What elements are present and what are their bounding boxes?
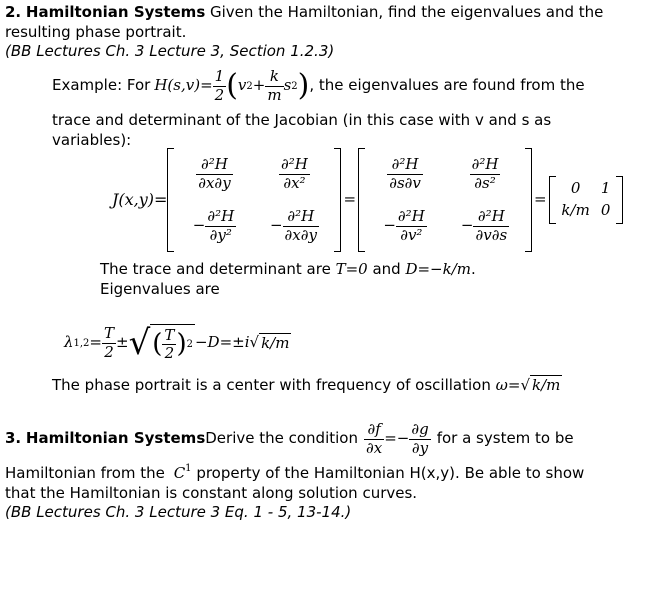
hamiltonian-lhs: H(s,v)=: [154, 76, 213, 95]
problem-3-heading: 3. Hamiltonian Systems Derive the condition $\frac{\partial f}{\partial x}$ =− $\frac{\partial g}{\partial y}$ for a system to be: [5, 420, 574, 457]
trace-det-text: trace and determinant of the Jacobian (in this case with v and s as variables):: [52, 111, 552, 149]
problem-2-text: Given the Hamiltonian, find the eigenvalues and the: [205, 3, 604, 21]
eigenvalue-formula: λ 1,2 = $\frac{T}{2}$ ± √ ( $\frac{T}{2}$ ) 2 −D=±i √ k/m: [64, 323, 290, 363]
problem-2-text-cont: resulting phase portrait.: [5, 22, 187, 41]
problem-3-title: Hamiltonian Systems: [25, 429, 206, 448]
example-prefix: Example: For: [52, 76, 151, 95]
example-suffix: , the eigenvalues are found from the: [309, 76, 585, 95]
eigenvalues-label: Eigenvalues are: [100, 279, 220, 298]
matrix-result: 0 1 k/m 0: [549, 176, 623, 224]
jacobian-equation: J(x,y)= $\frac{\text{∂²H}}{\partial x\partial y}$ $\frac{\text{∂²H}}{\text{∂x²}}$ − $\frac{\text{∂²H}}{\text{∂y²}}$ − $\frac{\text{∂²H}}{\partial x\partial y}$ = $\frac{\text{∂²H}}{\partial s\partial v}$ $\frac{\text{∂²H}}{\text{∂s²}}$ − $\frac{\text{∂²H}}{\text{∂v²}}$ − $\frac{\text{∂²H}}{\partial v\partial s}$ = 0 1 k/m 0: [112, 146, 623, 254]
k-over-m-fraction: $\frac{k}{m}$: [267, 67, 282, 104]
problem-3-number: 3.: [5, 429, 22, 448]
trace-determinant-line: The trace and determinant are T=0 and D=−k/m. Eigenvalues are: [100, 260, 476, 298]
problem-3-body: Hamiltonian from the $C^1$ property of the Hamiltonian H(x,y). Be able to show that the Hamiltonian is constant along solution curves. (BB Lectures Ch. 3 Lecture 3 Eq. 1 - 5, 13-14.): [5, 463, 585, 521]
problem-2-title: Hamiltonian Systems: [25, 3, 206, 21]
problem-2-reference: (BB Lectures Ch. 3 Lecture 3, Section 1.2.3): [5, 42, 335, 60]
problem-2-number: 2.: [5, 3, 22, 21]
problem-3-reference: (BB Lectures Ch. 3 Lecture 3 Eq. 1 - 5, 13-14.): [5, 503, 352, 521]
phase-portrait-line: The phase portrait is a center with frequency of oscillation ω=√ k/m: [52, 376, 561, 394]
matrix-sv: $\frac{\text{∂²H}}{\partial s\partial v}$ $\frac{\text{∂²H}}{\text{∂s²}}$ − $\frac{\text{∂²H}}{\text{∂v²}}$ − $\frac{\text{∂²H}}{\partial v\partial s}$: [358, 148, 532, 252]
half-fraction: $\frac{1}{2}$: [214, 67, 225, 104]
matrix-xy: $\frac{\text{∂²H}}{\partial x\partial y}$ $\frac{\text{∂²H}}{\text{∂x²}}$ − $\frac{\text{∂²H}}{\text{∂y²}}$ − $\frac{\text{∂²H}}{\partial x\partial y}$: [167, 148, 341, 252]
example-line: Example: For H(s,v)= $\frac{1}{2}$ ( v 2 + $\frac{k}{m}$ s 2 ) , the eigenvalues are found from the: [52, 67, 585, 104]
jacobian-lhs: J(x,y)=: [112, 189, 168, 209]
problem-2-heading: [5, 3, 660, 62]
